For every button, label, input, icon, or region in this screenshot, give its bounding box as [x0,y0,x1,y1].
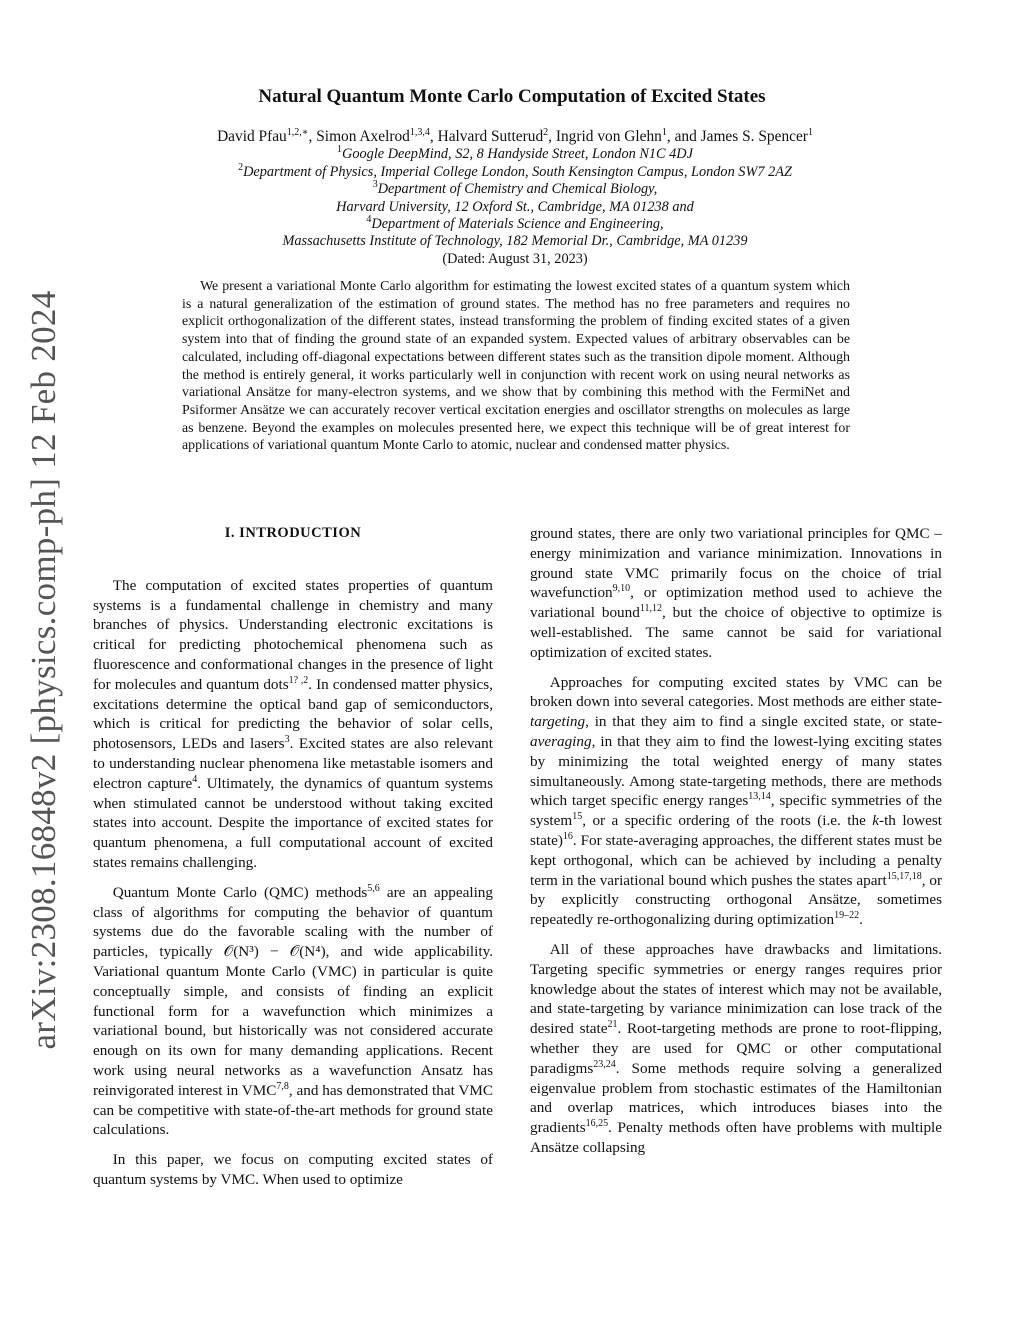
citation-ref: 7,8 [276,1080,289,1092]
affiliation-text: Department of Chemistry and Chemical Biology, [377,181,658,198]
right-column-body [530,524,942,1158]
paper-header [120,128,910,268]
author-affiliation-mark: 1,3,4 [409,126,430,138]
citation-ref: 16,25 [585,1118,609,1130]
citation-ref: 1? ,2 [288,674,309,686]
body-paragraph: The computation of excited states properties of quantum systems is a fundamental challenge in chemistry and many branches of physics. Understanding electronic excitations is critical for predicting photochemical phenomena such as fluorescence and conformational changes in the presence of light for molecules and quantum dots$^{1? ,2}$. In condensed matter physics, excitations determine the optical band gap of semiconductors, which is critical for predicting the behavior of solar cells, photosensors, LEDs and lasers$^3$. Excited states are also relevant to understanding nuclear phenomena like metastable isomers and electron capture$^4$. Ultimately, the dynamics of quantum systems when stimulated cannot be understood without taking excited states into account. Despite the importance of excited states for quantum phenomena, a full computational account of excited states remains challenging. [93,576,493,871]
affiliation-text: Google DeepMind, S2, 8 Handyside Street, London N1C 4DJ [342,146,693,163]
affiliation-text: Department of Materials Science and Engineering, [371,216,664,233]
citation-ref: 13,14 [748,791,771,803]
affiliation-line [120,199,910,216]
dated-line: (Dated: August 31, 2023) [442,250,588,267]
abstract: We present a variational Monte Carlo algorithm for estimating the lowest excited states of a quantum system which is a natural generalization of the estimation of ground states. The method has no free parameters and requires no explicit orthogonalization of the different states, instead transforming the problem of finding excited states of a given system into that of finding the ground state of an expanded system. Expected values of arbitrary observables can be calculated, including off-diagonal expectations between different states such as the transition dipole moment. Although the method is entirely general, it works particularly well in conjunction with recent work on using neural networks as variational Ansätze for many-electron systems, and we show that by combining this method with the FermiNet and Psiformer Ansätze we can accurately recover vertical excitation energies and oscillator strengths on molecules as large as benzene. Beyond the examples on molecules presented here, we expect this technique will be of great interest for applications of variational quantum Monte Carlo to atomic, nuclear and condensed matter physics. [182,279,850,454]
citation-ref: 15,17,18 [886,870,922,882]
author-name: Ingrid von Glehn [555,128,662,145]
body-paragraph: Approaches for computing excited states by VMC can be broken down into several categories. Most methods are either state-targeting, in that they aim to find a single excited state, or state-averaging, in that they aim to find the lowest-lying exciting states by minimizing the total weighted energy of many states simultaneously. Among state-targeting methods, there are methods which target specific energy ranges$^{13,14}$, specific symmetries of the system$^{15}$, or a specific ordering of the roots (i.e. the k-th lowest state)$^{16}$. For state-averaging approaches, the different states must be kept orthogonal, which can be achieved by including a penalty term in the variational bound which pushes the states apart$^{15,17,18}$, or by explicitly constructing orthogonal Ansätze, sometimes repeatedly re-orthogonalizing during optimization$^{19-22}$. [530,673,943,929]
affiliation-text: Massachusetts Institute of Technology, 182 Memorial Dr., Cambridge, MA 01239 [282,233,748,250]
author-affiliation-mark: 2 [543,126,549,138]
author-name: Halvard Sutterud [437,128,544,145]
affiliation-text: Harvard University, 12 Oxford St., Cambridge, MA 01238 and [336,198,694,215]
citation-ref: 4 [192,773,198,785]
emphasis-text: k [872,812,880,830]
citation-ref: 21 [607,1019,618,1031]
affiliation-text: Department of Physics, Imperial College London, South Kensington Campus, London SW7 2AZ [243,163,792,180]
author-list: David Pfau$^{1,2,∗}$, Simon Axelrod$^{1,3,4}$, Halvard Sutterud$^2$, Ingrid von Glehn$^1$, and James S. Spencer$^1$ [217,126,813,145]
body-paragraph: In this paper, we focus on computing excited states of quantum systems by VMC. When used to optimize [93,1151,493,1188]
paper-title: Natural Quantum Monte Carlo Computation of Excited States [258,86,766,107]
author-name: Simon Axelrod [316,128,410,145]
affiliation-line [120,181,910,198]
affiliation-number: 2 [238,162,244,174]
affiliation-line [120,233,910,250]
citation-ref: 5,6 [367,882,380,894]
citation-ref: 23,24 [593,1058,616,1070]
body-paragraph: Quantum Monte Carlo (QMC) methods$^{5,6}$ are an appealing class of algorithms for computing the behavior of quantum systems due do the favorable scaling with the number of particles, typically 𝒪(N³) − 𝒪(N⁴), and wide applicability. Variational quantum Monte Carlo (VMC) in particular is quite conceptually simple, and consists of finding an explicit functional form for a wavefunction which minimizes a variational bound, but historically was not considered accurate enough on its own for many demanding applications. Recent work using neural networks as a wavefunction Ansatz has reinvigorated interest in VMC$^{7,8}$, and has demonstrated that VMC can be competitive with state-of-the-art methods for ground state calculations. [93,882,493,1139]
left-column-body [93,576,493,1190]
affiliation-line [120,216,910,233]
citation-ref: 15 [572,811,583,823]
emphasis-text: averaging [530,732,592,750]
affiliation-number: 3 [372,179,378,191]
affiliation-list [120,146,910,250]
author-affiliation-mark: 1 [807,126,813,138]
section-heading-introduction: I. INTRODUCTION [224,525,362,541]
citation-ref: 3 [284,734,290,746]
affiliation-number: 4 [366,214,372,226]
body-paragraph: ground states, there are only two variational principles for QMC – energy minimization and variance minimization. Innovations in ground state VMC primarily focus on the choice of trial wavefunction$^{9,10}$, or optimization method used to achieve the variational bound$^{11,12}$, but the choice of objective to optimize is well-established. The same cannot be said for variational optimization of excited states. [530,525,942,661]
body-paragraph: All of these approaches have drawbacks and limitations. Targeting specific symmetries or energy ranges requires prior knowledge about the states of interest which may not be available, and state-targeting by variance minimization can lose track of the desired state$^{21}$. Root-targeting methods are prone to root-flipping, whether they are used for QMC or other computational paradigms$^{23,24}$. Some methods require solving a generalized eigenvalue problem from stochastic estimates of the Hamiltonian and overlap matrices, which introduces biases into the gradients$^{16,25}$. Penalty methods often have problems with multiple Ansätze collapsing [530,940,942,1156]
citation-ref: 16 [562,830,573,842]
affiliation-line [120,164,910,181]
citation-ref: 9,10 [612,583,631,595]
author-affiliation-mark: 1,2,∗ [286,126,309,138]
emphasis-text: targeting [530,713,586,731]
citation-ref: 11,12 [639,603,662,615]
arxiv-id-stamp: arXiv:2308.16848v2 [physics.comp-ph] 12 Feb 2024 [24,290,63,1050]
arxiv-sidebar [18,290,70,1050]
right-column [530,524,942,1168]
left-column [93,520,493,1200]
citation-ref: 19–22 [834,910,860,922]
author-name: James S. Spencer [700,128,808,145]
author-name: David Pfau [217,128,287,145]
affiliation-number: 1 [337,144,343,156]
author-affiliation-mark: 1 [661,126,667,138]
